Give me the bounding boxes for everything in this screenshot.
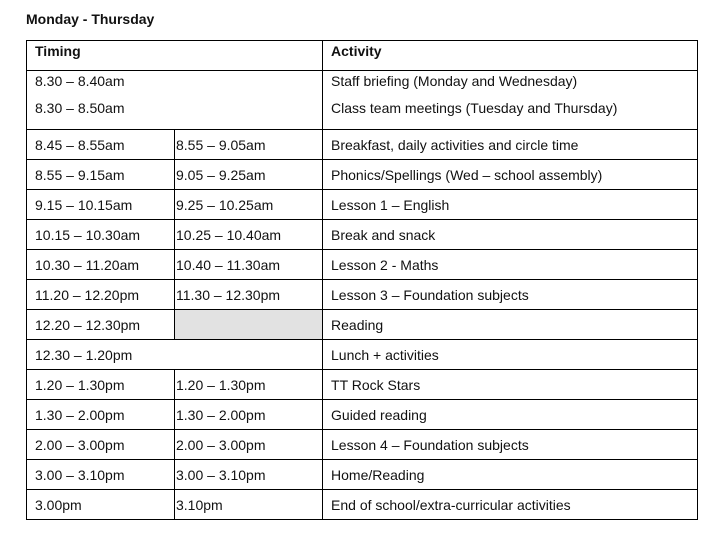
activity-line: Staff briefing (Monday and Wednesday) [331, 73, 578, 89]
activity-text: Home/Reading [331, 467, 425, 483]
timing-a-cell [27, 430, 175, 460]
table-row [27, 430, 698, 460]
activity-cell [323, 190, 698, 220]
activity-cell [323, 160, 698, 190]
page-heading: Monday - Thursday [26, 11, 155, 27]
shaded-empty-cell [175, 310, 323, 340]
timing-b-cell [175, 400, 323, 430]
timing-a-text: 9.15 – 10.15am [35, 197, 133, 213]
timing-line: 8.30 – 8.40am [35, 73, 125, 89]
table-row [27, 340, 698, 370]
timing-b-text: 2.00 – 3.00pm [176, 437, 266, 453]
activity-text: Lesson 3 – Foundation subjects [331, 287, 529, 303]
activity-text: TT Rock Stars [331, 377, 421, 393]
timing-cell [27, 71, 323, 130]
timing-header [27, 41, 323, 71]
activity-cell [323, 130, 698, 160]
timing-a-cell [27, 460, 175, 490]
timing-b-cell [175, 430, 323, 460]
activity-cell [323, 460, 698, 490]
activity-line: Class team meetings (Tuesday and Thursday) [331, 100, 618, 116]
timing-b-text [175, 310, 322, 318]
timing-a-text: 8.45 – 8.55am [35, 137, 125, 153]
table-row [27, 250, 698, 280]
timing-b-text: 10.25 – 10.40am [176, 227, 282, 243]
timing-b-cell [175, 130, 323, 160]
activity-text: Lesson 2 - Maths [331, 257, 439, 273]
timing-b-cell [175, 250, 323, 280]
activity-cell [323, 370, 698, 400]
timing-b-text: 3.10pm [176, 497, 223, 513]
timing-a-text: 8.55 – 9.15am [35, 167, 125, 183]
timing-a-cell [27, 310, 175, 340]
timing-a-text: 10.30 – 11.20am [35, 257, 140, 273]
activity-cell [323, 340, 698, 370]
timing-a-cell [27, 160, 175, 190]
timing-a-cell [27, 220, 175, 250]
timetable [26, 40, 698, 520]
timing-b-cell [175, 280, 323, 310]
timing-b-text: 1.30 – 2.00pm [176, 407, 266, 423]
activity-cell [323, 250, 698, 280]
header-row [27, 41, 698, 71]
timing-a-text: 11.20 – 12.20pm [35, 287, 140, 303]
activity-text: Lesson 4 – Foundation subjects [331, 437, 529, 453]
timing-merged-cell [27, 340, 323, 370]
timing-b-cell [175, 190, 323, 220]
activity-cell [323, 490, 698, 520]
activity-text: Reading [331, 317, 384, 333]
table-row [27, 490, 698, 520]
timing-b-text: 1.20 – 1.30pm [176, 377, 266, 393]
activity-header-label: Activity [331, 43, 382, 59]
table-row [27, 220, 698, 250]
timing-b-cell [175, 160, 323, 190]
timing-a-cell [27, 250, 175, 280]
timing-b-text: 11.30 – 12.30pm [176, 287, 281, 303]
timing-b-cell [175, 370, 323, 400]
table-row [27, 280, 698, 310]
activity-text: Lunch + activities [331, 347, 439, 363]
table-row [27, 190, 698, 220]
table-row [27, 400, 698, 430]
activity-text: Break and snack [331, 227, 436, 243]
timing-b-text: 8.55 – 9.05am [176, 137, 266, 153]
timing-b-text: 9.05 – 9.25am [176, 167, 266, 183]
table-row [27, 460, 698, 490]
activity-text: Phonics/Spellings (Wed – school assembly) [331, 167, 603, 183]
timing-a-text: 12.30 – 1.20pm [35, 347, 133, 363]
timing-b-text: 10.40 – 11.30am [176, 257, 281, 273]
table-row [27, 370, 698, 400]
table-row [27, 130, 698, 160]
timing-b-cell [175, 460, 323, 490]
timing-header-label: Timing [35, 43, 81, 59]
timing-a-cell [27, 190, 175, 220]
activity-text: End of school/extra-curricular activities [331, 497, 571, 513]
timing-a-cell [27, 130, 175, 160]
activity-cell [323, 400, 698, 430]
timing-a-text: 1.20 – 1.30pm [35, 377, 125, 393]
timing-a-text: 1.30 – 2.00pm [35, 407, 125, 423]
timing-a-text: 3.00 – 3.10pm [35, 467, 125, 483]
timing-a-cell [27, 370, 175, 400]
timing-b-cell [175, 490, 323, 520]
activity-header [323, 41, 698, 71]
activity-cell [323, 280, 698, 310]
table-row [27, 160, 698, 190]
timing-b-text: 3.00 – 3.10pm [176, 467, 266, 483]
timing-a-text: 2.00 – 3.00pm [35, 437, 125, 453]
table-row [27, 310, 698, 340]
timing-b-text: 9.25 – 10.25am [176, 197, 274, 213]
activity-cell [323, 220, 698, 250]
activity-text: Guided reading [331, 407, 427, 423]
timing-a-text: 12.20 – 12.30pm [35, 317, 141, 333]
activity-cell [323, 310, 698, 340]
timing-a-cell [27, 400, 175, 430]
activity-text: Lesson 1 – English [331, 197, 450, 213]
table-row [27, 71, 698, 130]
timing-a-text: 10.15 – 10.30am [35, 227, 141, 243]
timing-line: 8.30 – 8.50am [35, 100, 125, 116]
activity-cell [323, 71, 698, 130]
timing-a-cell [27, 490, 175, 520]
timing-b-cell [175, 220, 323, 250]
activity-cell [323, 430, 698, 460]
activity-text: Breakfast, daily activities and circle time [331, 137, 579, 153]
timing-a-text: 3.00pm [35, 497, 82, 513]
timing-a-cell [27, 280, 175, 310]
